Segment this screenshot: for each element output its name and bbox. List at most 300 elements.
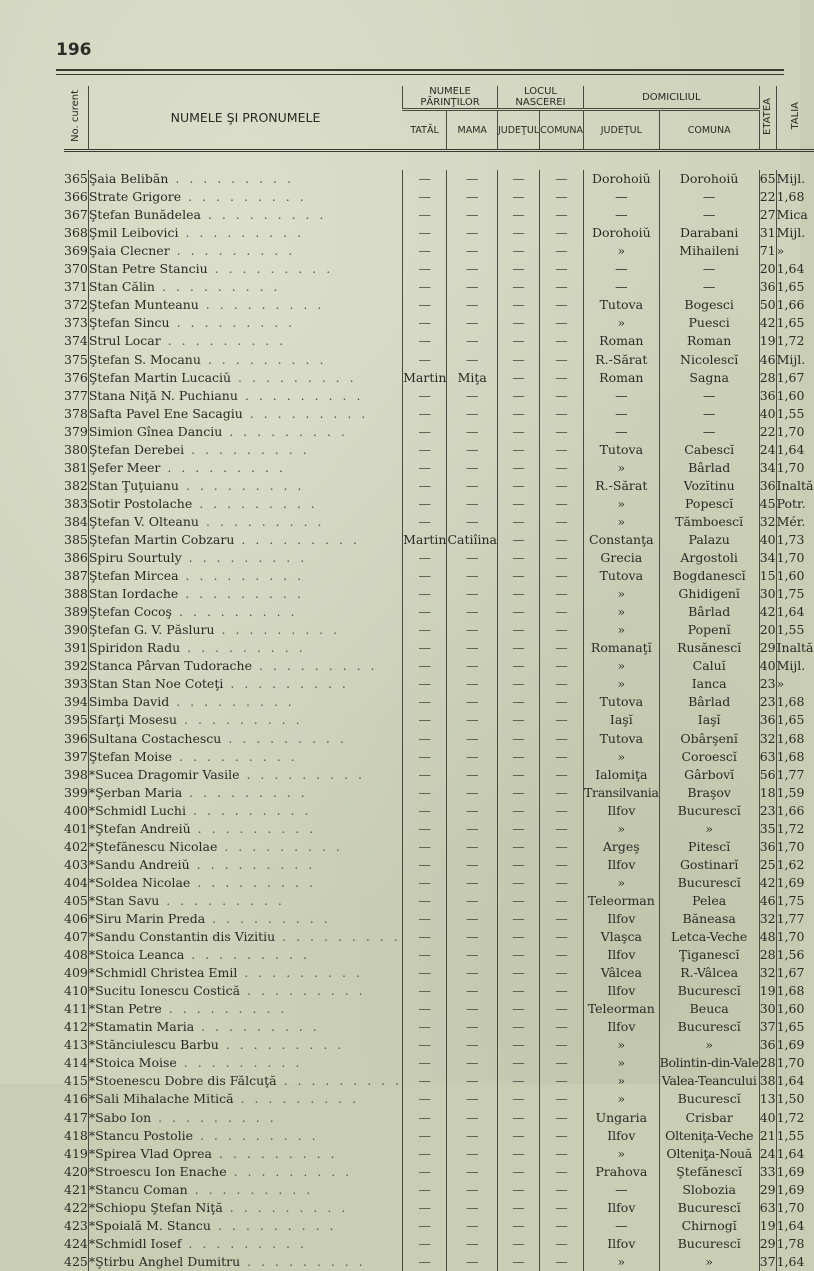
domicile-county: » [583, 657, 659, 675]
age: 36 [759, 1036, 776, 1054]
father-name: — [403, 1235, 447, 1253]
height: 1,69 [776, 1163, 813, 1181]
header-name: NUMELE ŞI PRONUMELE [88, 86, 402, 149]
person-name: *Stoica Leanca . . . . . . . . . [88, 946, 402, 964]
birth-commune: — [540, 170, 584, 188]
person-name: *Soldea Nicolae . . . . . . . . . [88, 874, 402, 892]
domicile-county: » [583, 1145, 659, 1163]
father-name: — [403, 1145, 447, 1163]
table-row [64, 513, 814, 531]
birth-commune: — [540, 838, 584, 856]
father-name: Martin [403, 531, 447, 549]
domicile-county: » [583, 820, 659, 838]
person-name: Strate Grigore . . . . . . . . . [88, 188, 402, 206]
person-name: *Ştirbu Anghel Dumitru . . . . . . . . . [88, 1253, 402, 1271]
mother-name: — [447, 351, 498, 369]
header-dom-county: JUDEŢUL [583, 110, 659, 150]
row-number: 422 [64, 1199, 88, 1215]
mother-name: — [447, 567, 498, 585]
age: 22 [759, 188, 776, 206]
father-name: — [403, 1181, 447, 1199]
age: 33 [759, 1163, 776, 1181]
birth-commune: — [540, 549, 584, 567]
person-name: Ştefan Martin Lucaciŭ . . . . . . . . . [88, 369, 402, 387]
table-row [64, 1108, 814, 1126]
birth-county: — [497, 892, 539, 910]
domicile-county: » [583, 459, 659, 477]
register-table [64, 86, 814, 1271]
height: 1,65 [776, 314, 813, 332]
person-name: *Sucitu Ionescu Costică . . . . . . . . . [88, 982, 402, 1000]
domicile-commune: Nicolescĭ [659, 351, 759, 369]
person-name: Ştefan Munteanu . . . . . . . . . [88, 296, 402, 314]
birth-commune: — [540, 711, 584, 729]
age: 15 [759, 567, 776, 585]
age: 23 [759, 675, 776, 693]
father-name: — [403, 1090, 447, 1108]
age: 40 [759, 1108, 776, 1126]
person-name: Stan Călin . . . . . . . . . [88, 278, 402, 296]
age: 23 [759, 802, 776, 820]
person-name: *Şerban Maria . . . . . . . . . [88, 784, 402, 802]
person-name: *Stamatin Maria . . . . . . . . . [88, 1018, 402, 1036]
person-name: Strul Locar . . . . . . . . . [88, 332, 402, 350]
domicile-commune: Puesci [659, 314, 759, 332]
height: 1,64 [776, 603, 813, 621]
table-row [64, 477, 814, 495]
birth-commune: — [540, 802, 584, 820]
birth-commune: — [540, 1163, 584, 1181]
father-name: — [403, 1018, 447, 1036]
domicile-county: Roman [583, 369, 659, 387]
domicile-county: Ilfov [583, 1235, 659, 1253]
birth-commune: — [540, 982, 584, 1000]
age: 34 [759, 459, 776, 477]
mother-name: — [447, 946, 498, 964]
domicile-commune: Bogesci [659, 296, 759, 314]
domicile-commune: Caluĭ [659, 657, 759, 675]
person-name: *Schmidl Iosef . . . . . . . . . [88, 1235, 402, 1253]
age: 20 [759, 621, 776, 639]
person-name: Safta Pavel Ene Sacagiu . . . . . . . . . [88, 405, 402, 423]
table-row [64, 585, 814, 603]
person-name: Stan Iordache . . . . . . . . . [88, 585, 402, 603]
birth-commune: — [540, 1235, 584, 1253]
mother-name: — [447, 675, 498, 693]
row-number: 418 [64, 1127, 88, 1143]
domicile-county: — [583, 405, 659, 423]
father-name: — [403, 296, 447, 314]
age: 42 [759, 603, 776, 621]
person-name: Stan Petre Stanciu . . . . . . . . . [88, 260, 402, 278]
table-row [64, 188, 814, 206]
table-row [64, 1072, 814, 1090]
row-number: 373 [64, 315, 88, 331]
birth-commune: — [540, 856, 584, 874]
age: 34 [759, 549, 776, 567]
person-name: *Ştefănescu Nicolae . . . . . . . . . [88, 838, 402, 856]
age: 29 [759, 1235, 776, 1253]
domicile-commune: Iaşĭ [659, 711, 759, 729]
person-name: Ştefan Moise . . . . . . . . . [88, 748, 402, 766]
person-name: Spiru Sourtuly . . . . . . . . . [88, 549, 402, 567]
height: 1,60 [776, 567, 813, 585]
father-name: — [403, 260, 447, 278]
height: 1,62 [776, 856, 813, 874]
height: 1,70 [776, 1054, 813, 1072]
table-row [64, 856, 814, 874]
height: 1,64 [776, 1072, 813, 1090]
father-name: — [403, 766, 447, 784]
table-row [64, 531, 814, 549]
birth-commune: — [540, 1108, 584, 1126]
table-row [64, 874, 814, 892]
row-number: 386 [64, 550, 88, 566]
birth-county: — [497, 387, 539, 405]
domicile-commune: Bârlad [659, 603, 759, 621]
mother-name: — [447, 477, 498, 495]
row-number: 404 [64, 874, 88, 890]
age: 36 [759, 838, 776, 856]
header-rule [56, 69, 784, 71]
domicile-county: Romanaţĭ [583, 639, 659, 657]
row-number: 392 [64, 658, 88, 674]
age: 36 [759, 278, 776, 296]
age: 25 [759, 856, 776, 874]
mother-name: — [447, 1181, 498, 1199]
person-name: Ştefan G. V. Păsluru . . . . . . . . . [88, 621, 402, 639]
height: 1,64 [776, 1217, 813, 1235]
age: 46 [759, 892, 776, 910]
domicile-commune: » [659, 1253, 759, 1271]
father-name: — [403, 1253, 447, 1271]
father-name: — [403, 784, 447, 802]
age: 32 [759, 730, 776, 748]
age: 19 [759, 332, 776, 350]
mother-name: — [447, 603, 498, 621]
person-name: Stana Niţă N. Puchianu . . . . . . . . . [88, 387, 402, 405]
person-name: *Sandu Constantin dis Vizitiu . . . . . . . . . [88, 928, 402, 946]
mother-name: — [447, 748, 498, 766]
mother-name: — [447, 441, 498, 459]
age: 18 [759, 784, 776, 802]
table-row [64, 314, 814, 332]
table-row [64, 603, 814, 621]
domicile-commune: — [659, 260, 759, 278]
height: 1,55 [776, 621, 813, 639]
birth-county: — [497, 332, 539, 350]
table-row [64, 1181, 814, 1199]
table-row [64, 892, 814, 910]
header-no: No. curent [70, 90, 82, 142]
birth-commune: — [540, 766, 584, 784]
birth-commune: — [540, 820, 584, 838]
mother-name: — [447, 296, 498, 314]
person-name: *Schmidl Luchi . . . . . . . . . [88, 802, 402, 820]
birth-county: — [497, 766, 539, 784]
mother-name: — [447, 459, 498, 477]
domicile-commune: — [659, 278, 759, 296]
domicile-county: Transilvania [583, 784, 659, 802]
table-row [64, 784, 814, 802]
row-number: 406 [64, 910, 88, 926]
birth-county: — [497, 1018, 539, 1036]
age: 19 [759, 982, 776, 1000]
table-row [64, 549, 814, 567]
domicile-county: Roman [583, 332, 659, 350]
birth-county: — [497, 748, 539, 766]
row-number: 375 [64, 351, 88, 367]
height: 1,70 [776, 928, 813, 946]
domicile-commune: — [659, 206, 759, 224]
person-name: *Schmidl Christea Emil . . . . . . . . . [88, 964, 402, 982]
domicile-county: Constanţa [583, 531, 659, 549]
domicile-county: — [583, 278, 659, 296]
person-name: *Stoenescu Dobre dis Fălcuţă . . . . . . . . . [88, 1072, 402, 1090]
height: Mijl. [776, 224, 813, 242]
table-row [64, 1199, 814, 1217]
domicile-commune: Bârlad [659, 459, 759, 477]
birth-county: — [497, 296, 539, 314]
father-name: — [403, 928, 447, 946]
birth-commune: — [540, 1000, 584, 1018]
table-row [64, 693, 814, 711]
height: 1,70 [776, 423, 813, 441]
birth-county: — [497, 657, 539, 675]
height: 1,67 [776, 369, 813, 387]
mother-name: — [447, 1127, 498, 1145]
birth-commune: — [540, 188, 584, 206]
father-name: — [403, 603, 447, 621]
row-number: 381 [64, 459, 88, 475]
birth-commune: — [540, 459, 584, 477]
person-name: Şaia Belibăn . . . . . . . . . [88, 170, 402, 188]
table-row [64, 1018, 814, 1036]
row-number: 415 [64, 1073, 88, 1089]
domicile-county: Teleorman [583, 892, 659, 910]
domicile-county: — [583, 1217, 659, 1235]
father-name: — [403, 892, 447, 910]
row-number: 393 [64, 676, 88, 692]
row-number: 389 [64, 604, 88, 620]
domicile-commune: Ştefănescĭ [659, 1163, 759, 1181]
father-name: — [403, 1217, 447, 1235]
row-number: 395 [64, 712, 88, 728]
header-father: TATĂL [410, 124, 439, 136]
row-number: 425 [64, 1253, 88, 1269]
age: 50 [759, 296, 776, 314]
domicile-county: » [583, 603, 659, 621]
mother-name: — [447, 1090, 498, 1108]
age: 29 [759, 1181, 776, 1199]
birth-county: — [497, 1217, 539, 1235]
birth-commune: — [540, 423, 584, 441]
domicile-commune: Coroescĭ [659, 748, 759, 766]
row-number: 394 [64, 694, 88, 710]
table-row [64, 838, 814, 856]
height: 1,78 [776, 1235, 813, 1253]
row-number: 408 [64, 947, 88, 963]
height: 1,65 [776, 711, 813, 729]
domicile-county: — [583, 260, 659, 278]
row-number: 385 [64, 532, 88, 547]
table-row [64, 1127, 814, 1145]
person-name: Simba David . . . . . . . . . [88, 693, 402, 711]
father-name: — [403, 820, 447, 838]
height: 1,50 [776, 1090, 813, 1108]
birth-county: — [497, 838, 539, 856]
birth-commune: — [540, 1127, 584, 1145]
father-name: — [403, 314, 447, 332]
mother-name: — [447, 928, 498, 946]
height: 1,66 [776, 802, 813, 820]
mother-name: — [447, 766, 498, 784]
domicile-commune: Gârbovĭ [659, 766, 759, 784]
father-name: — [403, 585, 447, 603]
mother-name: — [447, 278, 498, 296]
table-row [64, 910, 814, 928]
domicile-county: Tutova [583, 567, 659, 585]
father-name: — [403, 1000, 447, 1018]
height: Potr. [776, 495, 813, 513]
mother-name: — [447, 188, 498, 206]
birth-commune: — [540, 603, 584, 621]
mother-name: — [447, 892, 498, 910]
domicile-commune: Bucurescĭ [659, 1235, 759, 1253]
row-number: 387 [64, 568, 88, 584]
height: 1,70 [776, 459, 813, 477]
table-row [64, 1054, 814, 1072]
mother-name: — [447, 1036, 498, 1054]
domicile-commune: Mihaileni [659, 242, 759, 260]
birth-county: — [497, 603, 539, 621]
birth-county: — [497, 1036, 539, 1054]
header-birth-commune: COMUNA [540, 110, 584, 150]
birth-county: — [497, 1253, 539, 1271]
row-number: 416 [64, 1091, 88, 1107]
birth-commune: — [540, 1018, 584, 1036]
domicile-county: Ilfov [583, 1127, 659, 1145]
age: 40 [759, 657, 776, 675]
row-number: 417 [64, 1109, 88, 1125]
age: 31 [759, 224, 776, 242]
height: Mijl. [776, 170, 813, 188]
row-number: 382 [64, 477, 88, 493]
birth-commune: — [540, 784, 584, 802]
age: 46 [759, 351, 776, 369]
domicile-commune: » [659, 820, 759, 838]
height: 1,77 [776, 910, 813, 928]
height: 1,75 [776, 585, 813, 603]
birth-commune: — [540, 441, 584, 459]
age: 23 [759, 693, 776, 711]
mother-name: — [447, 693, 498, 711]
birth-commune: — [540, 675, 584, 693]
father-name: — [403, 874, 447, 892]
row-number: 379 [64, 423, 88, 439]
height: 1,60 [776, 1000, 813, 1018]
age: 65 [759, 170, 776, 188]
domicile-county: » [583, 495, 659, 513]
age: 28 [759, 946, 776, 964]
table-row [64, 964, 814, 982]
birth-commune: — [540, 657, 584, 675]
height: 1,68 [776, 693, 813, 711]
mother-name: — [447, 784, 498, 802]
row-number: 380 [64, 441, 88, 457]
domicile-commune: Tămboescĭ [659, 513, 759, 531]
birth-county: — [497, 459, 539, 477]
domicile-county: » [583, 1072, 659, 1090]
mother-name: — [447, 1000, 498, 1018]
domicile-county: Iaşĭ [583, 711, 659, 729]
domicile-county: Vlaşca [583, 928, 659, 946]
row-number: 371 [64, 279, 88, 295]
birth-county: — [497, 1090, 539, 1108]
age: 28 [759, 369, 776, 387]
father-name: — [403, 170, 447, 188]
birth-commune: — [540, 260, 584, 278]
person-name: Stan Stan Noe Coteţi . . . . . . . . . [88, 675, 402, 693]
birth-county: — [497, 495, 539, 513]
row-number: 383 [64, 495, 88, 511]
table-row [64, 567, 814, 585]
table-row [64, 711, 814, 729]
height: 1,70 [776, 838, 813, 856]
birth-county: — [497, 1127, 539, 1145]
age: 40 [759, 405, 776, 423]
row-number: 403 [64, 856, 88, 872]
row-number: 398 [64, 766, 88, 782]
age: 27 [759, 206, 776, 224]
height: 1,72 [776, 820, 813, 838]
domicile-commune: R.-Vâlcea [659, 964, 759, 982]
mother-name: — [447, 1217, 498, 1235]
domicile-county: Tutova [583, 730, 659, 748]
domicile-commune: Crisbar [659, 1108, 759, 1126]
table-row [64, 621, 814, 639]
row-number: 400 [64, 802, 88, 818]
row-number: 412 [64, 1019, 88, 1035]
domicile-county: Dorohoiŭ [583, 224, 659, 242]
header-age: ETATEA [759, 86, 776, 149]
mother-name: — [447, 224, 498, 242]
domicile-county: » [583, 874, 659, 892]
birth-county: — [497, 260, 539, 278]
birth-commune: — [540, 387, 584, 405]
row-number: 409 [64, 965, 88, 981]
table-row [64, 495, 814, 513]
table-row [64, 332, 814, 350]
father-name: — [403, 332, 447, 350]
domicile-county: Grecia [583, 549, 659, 567]
father-name: — [403, 639, 447, 657]
mother-name: — [447, 657, 498, 675]
person-name: *Stănciulescu Barbu . . . . . . . . . [88, 1036, 402, 1054]
mother-name: — [447, 495, 498, 513]
row-number: 411 [64, 1001, 88, 1017]
age: 36 [759, 477, 776, 495]
birth-county: — [497, 856, 539, 874]
row-number: 390 [64, 622, 88, 638]
father-name: — [403, 946, 447, 964]
person-name: *Sali Mihalache Mitică . . . . . . . . . [88, 1090, 402, 1108]
person-name: Sultana Costachescu . . . . . . . . . [88, 730, 402, 748]
person-name: Sfarţi Mosesu . . . . . . . . . [88, 711, 402, 729]
height: » [776, 242, 813, 260]
birth-county: — [497, 784, 539, 802]
domicile-commune: Ţiganescĭ [659, 946, 759, 964]
